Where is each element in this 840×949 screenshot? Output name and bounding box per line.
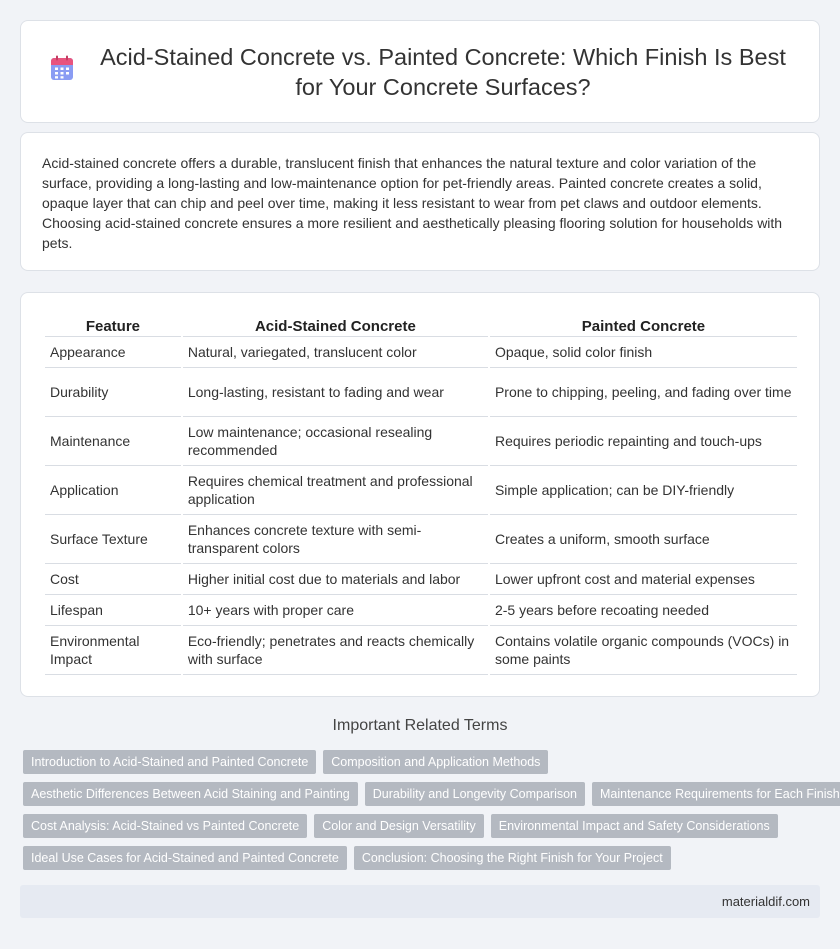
tag-row [23,750,823,774]
intro-paragraph: Acid-stained concrete offers a durable, translucent finish that enhances the natural texture and color variation of the surface, providing a long-lasting and low-maintenance option for pet-friendly areas. Painted concrete creates a solid, opaque layer that can chip and peel over time, making it less resistant to wear from pet claws and outdoor elements. Choosing acid-stained concrete ensures a more resilient and aesthetically pleasing flooring solution for households with pets. [42,155,783,251]
tag-row [23,782,840,806]
feature-cell: Appearance [45,337,181,368]
related-terms-tags [23,750,840,878]
acid-stained-cell: Long-lasting, resistant to fading and wear [183,368,488,417]
painted-cell: 2-5 years before recoating needed [490,595,797,626]
acid-stained-cell: Natural, variegated, translucent color [183,337,488,368]
painted-cell: Opaque, solid color finish [490,337,797,368]
painted-cell: Contains volatile organic compounds (VOCs) in some paints [490,626,797,675]
title-wrap [50,42,790,102]
painted-cell: Creates a uniform, smooth surface [490,515,797,564]
related-term-tag[interactable]: Environmental Impact and Safety Considerations [491,814,778,838]
acid-stained-cell: Higher initial cost due to materials and labor [183,564,488,595]
table-row [45,417,797,466]
tag-row [23,846,823,870]
table-row [45,466,797,515]
table-row [45,337,797,368]
feature-cell: Application [45,466,181,515]
header-painted: Painted Concrete [490,312,797,337]
header-card [20,20,820,123]
feature-cell: Cost [45,564,181,595]
related-term-tag[interactable]: Aesthetic Differences Between Acid Staining and Painting [23,782,358,806]
feature-cell: Environmental Impact [45,626,181,675]
table-row [45,564,797,595]
calendar-icon [50,55,74,81]
related-term-tag[interactable]: Ideal Use Cases for Acid-Stained and Painted Concrete [23,846,347,870]
related-term-tag[interactable]: Introduction to Acid-Stained and Painted Concrete [23,750,316,774]
header-acid-stained: Acid-Stained Concrete [183,312,488,337]
table-row [45,368,797,417]
related-term-tag[interactable]: Composition and Application Methods [323,750,548,774]
header-feature: Feature [45,312,181,337]
painted-cell: Simple application; can be DIY-friendly [490,466,797,515]
related-term-tag[interactable]: Cost Analysis: Acid-Stained vs Painted Concrete [23,814,307,838]
acid-stained-cell: 10+ years with proper care [183,595,488,626]
table-row [45,515,797,564]
related-term-tag[interactable]: Color and Design Versatility [314,814,484,838]
footer-bar [20,885,820,918]
tag-row [23,814,823,838]
feature-cell: Lifespan [45,595,181,626]
table-row [45,626,797,675]
table-row [45,595,797,626]
footer-site-link[interactable]: materialdif.com [721,894,810,909]
acid-stained-cell: Eco-friendly; penetrates and reacts chemically with surface [183,626,488,675]
feature-cell: Surface Texture [45,515,181,564]
comparison-table-card [20,292,820,697]
feature-cell: Durability [45,368,181,417]
related-term-tag[interactable]: Maintenance Requirements for Each Finish [592,782,840,806]
page-title: Acid-Stained Concrete vs. Painted Concrete: Which Finish Is Best for Your Concrete Surfaces? [100,43,786,100]
painted-cell: Requires periodic repainting and touch-ups [490,417,797,466]
related-term-tag[interactable]: Durability and Longevity Comparison [365,782,585,806]
table-header-row [45,312,797,337]
feature-cell: Maintenance [45,417,181,466]
related-term-tag[interactable]: Conclusion: Choosing the Right Finish for Your Project [354,846,671,870]
acid-stained-cell: Requires chemical treatment and professional application [183,466,488,515]
intro-card [20,132,820,271]
acid-stained-cell: Low maintenance; occasional resealing recommended [183,417,488,466]
comparison-table [43,312,799,675]
related-terms-heading: Important Related Terms [332,717,508,734]
painted-cell: Lower upfront cost and material expenses [490,564,797,595]
painted-cell: Prone to chipping, peeling, and fading over time [490,368,797,417]
acid-stained-cell: Enhances concrete texture with semi-transparent colors [183,515,488,564]
